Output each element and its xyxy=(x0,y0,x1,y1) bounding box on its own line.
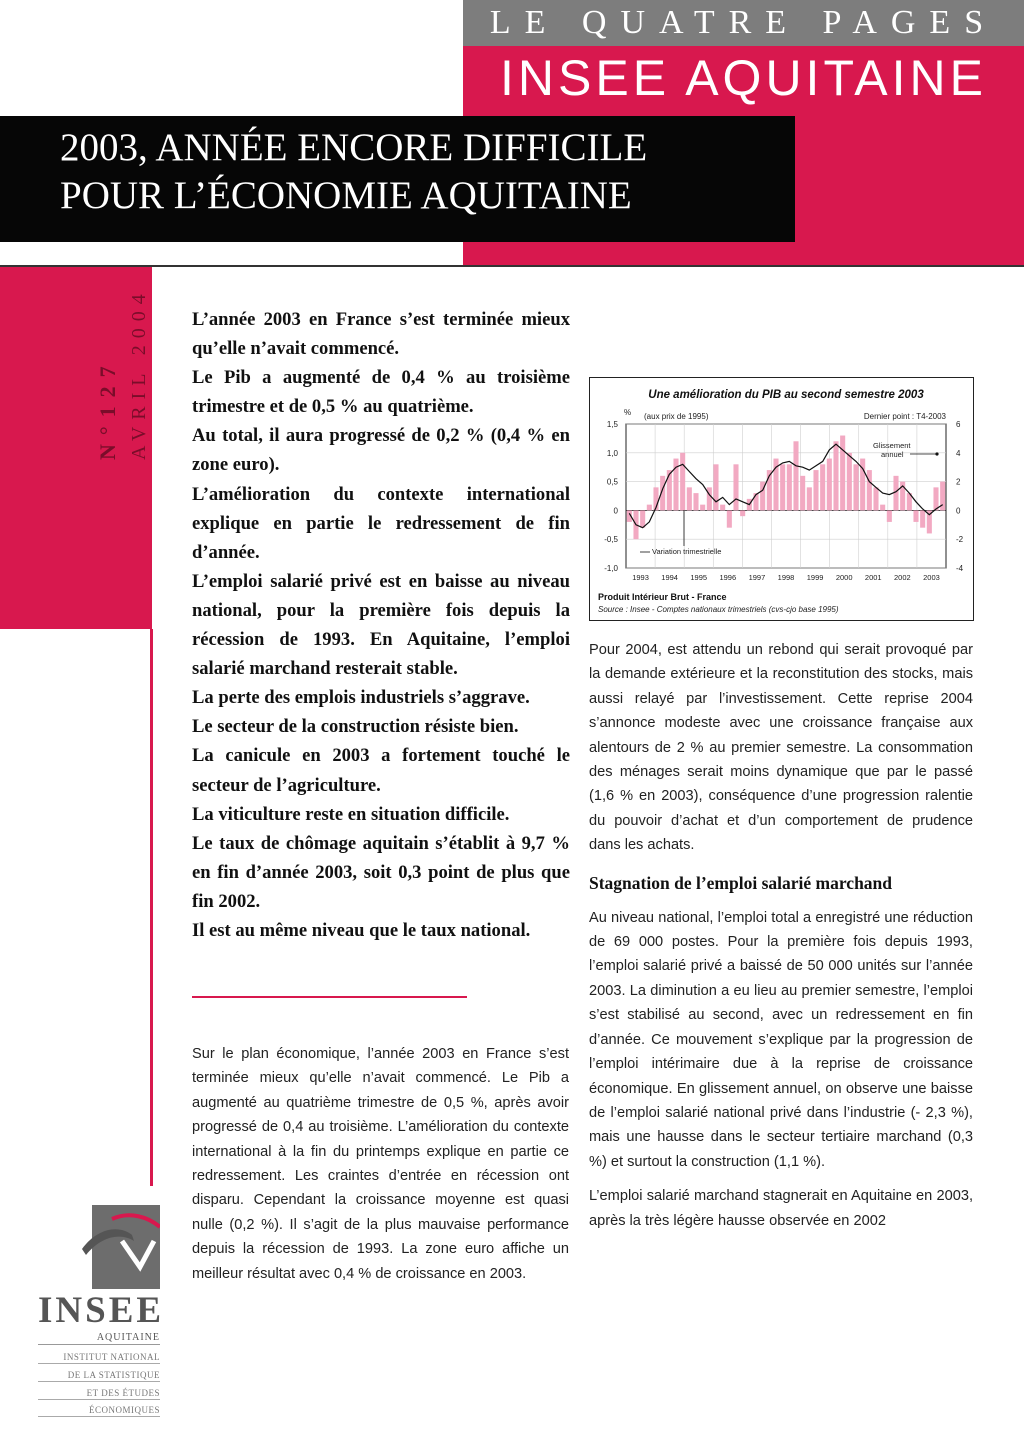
left-accent-line xyxy=(150,629,153,1186)
quarterly-bar xyxy=(853,464,858,510)
label-annual-dot xyxy=(935,452,938,455)
x-tick-label: 1999 xyxy=(806,573,824,582)
right-paragraph-2: Au niveau national, l’emploi total a enregistré une réduction de 69 000 postes. Pour la première fois depuis 1993, l’emploi salarié privé a baissé de 50 000 unités sur l’année 2003. La diminution a eu lieu au premier semestre, l’emploi s’est stabilisé au second, avec un redressement en fin d’année. Ce mouvement s’explique par la progression de l’emploi intérimaire due à la reprise de croissance économique. En glissement annuel, on observe une baisse de l’emploi salarié national privé dans l’industrie (- 2,3 %), mais une hausse dans le secteur tertiaire marchand (0,3 %) et surtout la construction (1,1 %). xyxy=(589,909,973,1170)
left-tick-label: 1,0 xyxy=(606,448,618,458)
summary xyxy=(192,305,570,945)
quarterly-bar xyxy=(700,505,705,511)
label-quarterly: Variation trimestrielle xyxy=(652,547,722,556)
summary-item: L’année 2003 en France s’est terminée mieux qu’elle n’avait commencé. xyxy=(192,309,570,360)
quarterly-bar xyxy=(667,470,672,510)
right-tick-label: -2 xyxy=(956,535,964,545)
quarterly-bar xyxy=(720,505,725,511)
chart-unit: % xyxy=(624,408,632,417)
quarterly-bar xyxy=(867,470,872,510)
summary-item: Il est au même niveau que le taux national. xyxy=(192,919,531,941)
quarterly-bar xyxy=(847,453,852,511)
quarterly-bar xyxy=(780,464,785,510)
insee-logo-text: INSEE xyxy=(38,1290,165,1331)
chart-price-note: (aux prix de 1995) xyxy=(644,412,709,421)
summary-item: La viticulture reste en situation difficile. xyxy=(192,803,510,825)
quarterly-bar xyxy=(913,510,918,522)
summary-item: La perte des emplois industriels s’aggrave. xyxy=(192,687,530,709)
left-tick-label: -0,5 xyxy=(604,535,618,545)
summary-divider xyxy=(192,996,467,998)
right-column xyxy=(589,638,973,1233)
issue-number: N°127 xyxy=(95,357,120,460)
insee-logo-tagline-4: ÉCONOMIQUES xyxy=(38,1404,160,1417)
insee-logo-region: AQUITAINE xyxy=(38,1331,160,1345)
chart-last-point: Dernier point : T4-2003 xyxy=(863,412,946,421)
x-tick-label: 2002 xyxy=(894,573,911,582)
issue-info xyxy=(95,270,151,460)
left-tick-label: 1,5 xyxy=(606,420,618,429)
quarterly-bar xyxy=(833,441,838,510)
insee-logo-tagline-3: ET DES ÉTUDES xyxy=(38,1387,160,1400)
left-tick-label: -1,0 xyxy=(604,564,618,573)
quarterly-bar xyxy=(820,464,825,510)
x-axis-ticks xyxy=(632,573,940,582)
title-line-1: 2003, ANNÉE ENCORE DIFFICILE xyxy=(60,126,648,169)
publisher-name: INSEE AQUITAINE xyxy=(500,50,987,106)
quarterly-bar xyxy=(753,493,758,510)
left-axis-ticks xyxy=(604,420,618,573)
quarterly-bar xyxy=(687,487,692,510)
summary-item: L’emploi salarié privé est en baisse au niveau national, pour la première fois depuis la récession de 1993. En Aquitaine, l’emploi salarié marchand resterait stable. xyxy=(192,570,570,680)
right-axis-ticks xyxy=(956,420,964,573)
right-tick-label: -4 xyxy=(956,564,964,573)
quarterly-bar xyxy=(840,436,845,511)
x-tick-label: 1994 xyxy=(661,573,678,582)
insee-logo-tagline-2: DE LA STATISTIQUE xyxy=(38,1369,160,1382)
x-tick-label: 1996 xyxy=(719,573,737,582)
quarterly-bar xyxy=(787,464,792,510)
chart-footer-title: Produit Intérieur Brut - France xyxy=(598,592,727,602)
x-tick-label: 1998 xyxy=(777,573,795,582)
right-paragraph-1: Pour 2004, est attendu un rebond qui serait provoqué par la demande extérieure et la reconstitution des stocks, mais aussi relayé par l’investissement. Cette reprise 2004 s’annonce modeste avec une croissance française aux alentours de 2 % au premier semestre. La consommation des ménages serait moins dynamique que par le passé (1,6 % en 2003), conséquence d’une progression ralentie du pouvoir d’achat et d’un comportement de prudence dans les achats. xyxy=(589,642,973,854)
x-tick-label: 1993 xyxy=(632,573,649,582)
summary-item: La canicule en 2003 a fortement touché le secteur de l’agriculture. xyxy=(192,745,570,796)
quarterly-bar xyxy=(880,505,885,511)
page-title xyxy=(60,124,795,220)
quarterly-bar xyxy=(727,510,732,527)
x-tick-label: 2001 xyxy=(864,573,882,582)
quarterly-bar xyxy=(813,470,818,510)
quarterly-bar xyxy=(827,459,832,511)
label-annual-1: Glissement xyxy=(873,441,911,450)
quarterly-bar xyxy=(887,510,892,522)
right-tick-label: 0 xyxy=(956,506,961,516)
quarterly-bar xyxy=(873,487,878,510)
right-tick-label: 6 xyxy=(956,420,961,429)
quarterly-bar xyxy=(800,476,805,511)
header-rule xyxy=(0,265,1024,267)
left-tick-label: 0 xyxy=(613,506,618,516)
insee-logo-tagline-1: INSTITUT NATIONAL xyxy=(38,1351,160,1364)
right-paragraph-3: L’emploi salarié marchand stagnerait en Aquitaine en 2003, après la très légère hausse observée en 2002 xyxy=(589,1188,973,1229)
summary-item: Le Pib a augmenté de 0,4 % au troisième trimestre et de 0,5 % au quatrième. xyxy=(192,367,570,418)
summary-item: L’amélioration du contexte international explique en partie le redressement de fin d’année. xyxy=(192,483,570,563)
chart-footer-source: Source : Insee - Comptes nationaux trimestriels (cvs-cjo base 1995) xyxy=(598,605,839,614)
quarterly-bar xyxy=(740,510,745,516)
intro-paragraph xyxy=(192,1042,569,1286)
section-heading: Stagnation de l’emploi salarié marchand xyxy=(589,872,893,893)
right-tick-label: 2 xyxy=(956,477,961,487)
quarterly-bar xyxy=(733,464,738,510)
issue-date: AVRIL 2004 xyxy=(128,287,150,460)
quarterly-bar xyxy=(933,487,938,510)
quarterly-bar xyxy=(680,453,685,511)
quarterly-bar xyxy=(920,510,925,527)
quarterly-bar xyxy=(807,487,812,510)
x-tick-label: 1995 xyxy=(690,573,708,582)
title-line-2: POUR L’ÉCONOMIE AQUITAINE xyxy=(60,174,632,217)
gdp-chart-svg xyxy=(590,378,973,620)
summary-item: Le secteur de la construction résiste bien. xyxy=(192,716,519,738)
quarterly-bar xyxy=(640,510,645,527)
label-annual-2: annuel xyxy=(881,450,904,459)
insee-logo xyxy=(38,1205,165,1420)
gdp-chart xyxy=(589,377,974,621)
right-tick-label: 4 xyxy=(956,448,961,458)
quarterly-bar xyxy=(793,441,798,510)
x-tick-label: 2000 xyxy=(835,573,853,582)
intro-text: Sur le plan économique, l’année 2003 en France s’est terminée mieux qu’elle n’avait commencé. Le Pib a augmenté au quatrième trimestre de 0,5 %, après avoir progressé de 0,4 au troisième. L’amélioration du contexte international à la fin du printemps explique en partie ce redressement. Les craintes d’entrée en récession ont disparu. Cependant la croissance moyenne est quasi nulle (0,2 %). Il s’agit de la plus mauvaise performance depuis la récession de 1993. La zone euro affiche un meilleur résultat avec 0,4 % de croissance en 2003. xyxy=(192,1046,569,1282)
x-tick-label: 1997 xyxy=(748,573,766,582)
series-name: LE QUATRE PAGES xyxy=(463,0,1024,46)
quarterly-bar xyxy=(707,487,712,510)
x-tick-label: 2003 xyxy=(923,573,940,582)
quarterly-bar xyxy=(713,464,718,510)
left-tick-label: 0,5 xyxy=(606,477,618,487)
insee-logo-mark xyxy=(82,1205,160,1291)
summary-item: Au total, il aura progressé de 0,2 % (0,4 % en zone euro). xyxy=(192,425,570,476)
chart-title: Une amélioration du PIB au second semestre 2003 xyxy=(648,389,924,401)
quarterly-bar xyxy=(647,505,652,511)
summary-item: Le taux de chômage aquitain s’établit à 9,7 % en fin d’année 2003, soit 0,3 point de plus que fin 2002. xyxy=(192,832,570,912)
quarterly-bar xyxy=(693,493,698,510)
